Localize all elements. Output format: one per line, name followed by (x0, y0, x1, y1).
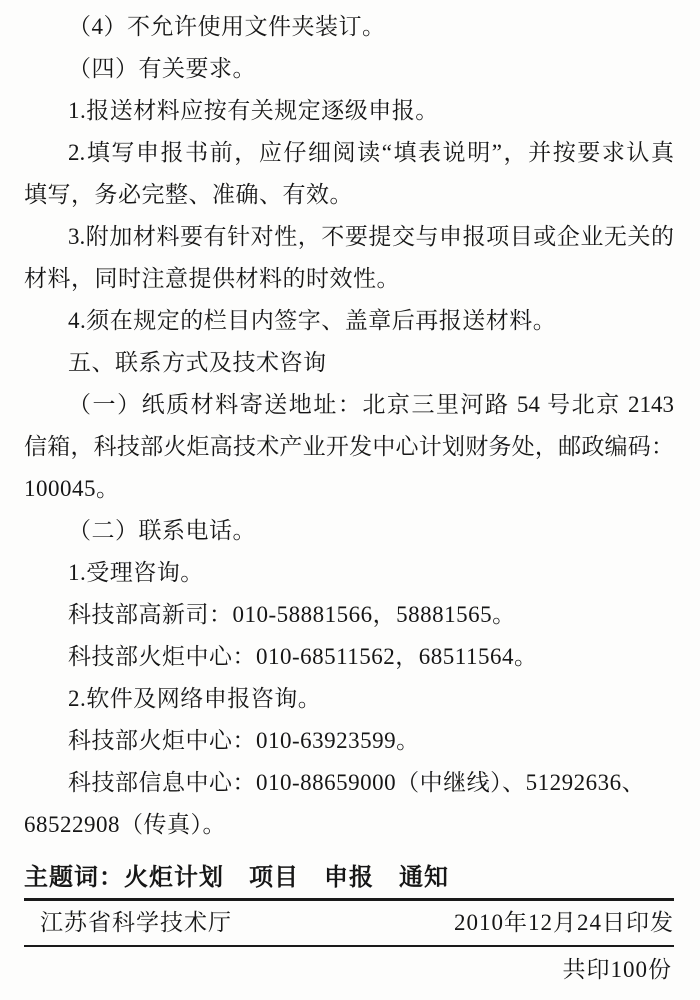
issuer-row (24, 901, 674, 945)
print-date: 2010年12月24日印发 (454, 910, 674, 935)
text-line: 五、联系方式及技术咨询 (68, 350, 327, 375)
text-line: 信箱，科技部火炬高技术产业开发中心计划财务处，邮政编码： (24, 434, 674, 459)
text-line: （4）不允许使用文件夹装订。 (68, 14, 386, 39)
text-line: 3.附加材料要有针对性，不要提交与申报项目或企业无关的 (68, 224, 674, 249)
text-line: （一）纸质材料寄送地址：北京三里河路 54 号北京 2143 (68, 392, 674, 417)
subject-keywords: 火炬计划 项目 申报 通知 (124, 865, 449, 891)
text-line: 2.软件及网络申报咨询。 (68, 686, 322, 711)
text-line: 100045。 (24, 476, 120, 501)
text-line: 材料，同时注意提供材料的时效性。 (24, 266, 400, 291)
text-line: 科技部火炬中心：010-63923599。 (68, 728, 420, 753)
text-line: 科技部高新司：010-58881566，58881565。 (68, 602, 516, 627)
text-line: 科技部火炬中心：010-68511562，68511564。 (68, 644, 538, 669)
text-line: （二）联系电话。 (68, 518, 256, 543)
subject-line (24, 863, 674, 893)
issuer-name: 江苏省科学技术厅 (40, 910, 232, 935)
document-body (24, 6, 674, 846)
text-line: 1.报送材料应按有关规定逐级申报。 (68, 98, 439, 123)
text-line: 1.受理咨询。 (68, 560, 204, 585)
text-line: 科技部信息中心：010-88659000（中继线）、51292636、 (68, 770, 646, 795)
copies-row (24, 947, 674, 993)
text-line: 4.须在规定的栏目内签字、盖章后再报送材料。 (68, 308, 557, 333)
subject-label: 主题词： (24, 865, 124, 891)
text-line: 68522908（传真）。 (24, 812, 226, 837)
text-line: 2.填写申报书前，应仔细阅读“填表说明”，并按要求认真 (68, 140, 674, 165)
copies-count: 共印100份 (562, 957, 672, 982)
text-line: （四）有关要求。 (68, 56, 256, 81)
text-line: 填写，务必完整、准确、有效。 (24, 182, 353, 207)
